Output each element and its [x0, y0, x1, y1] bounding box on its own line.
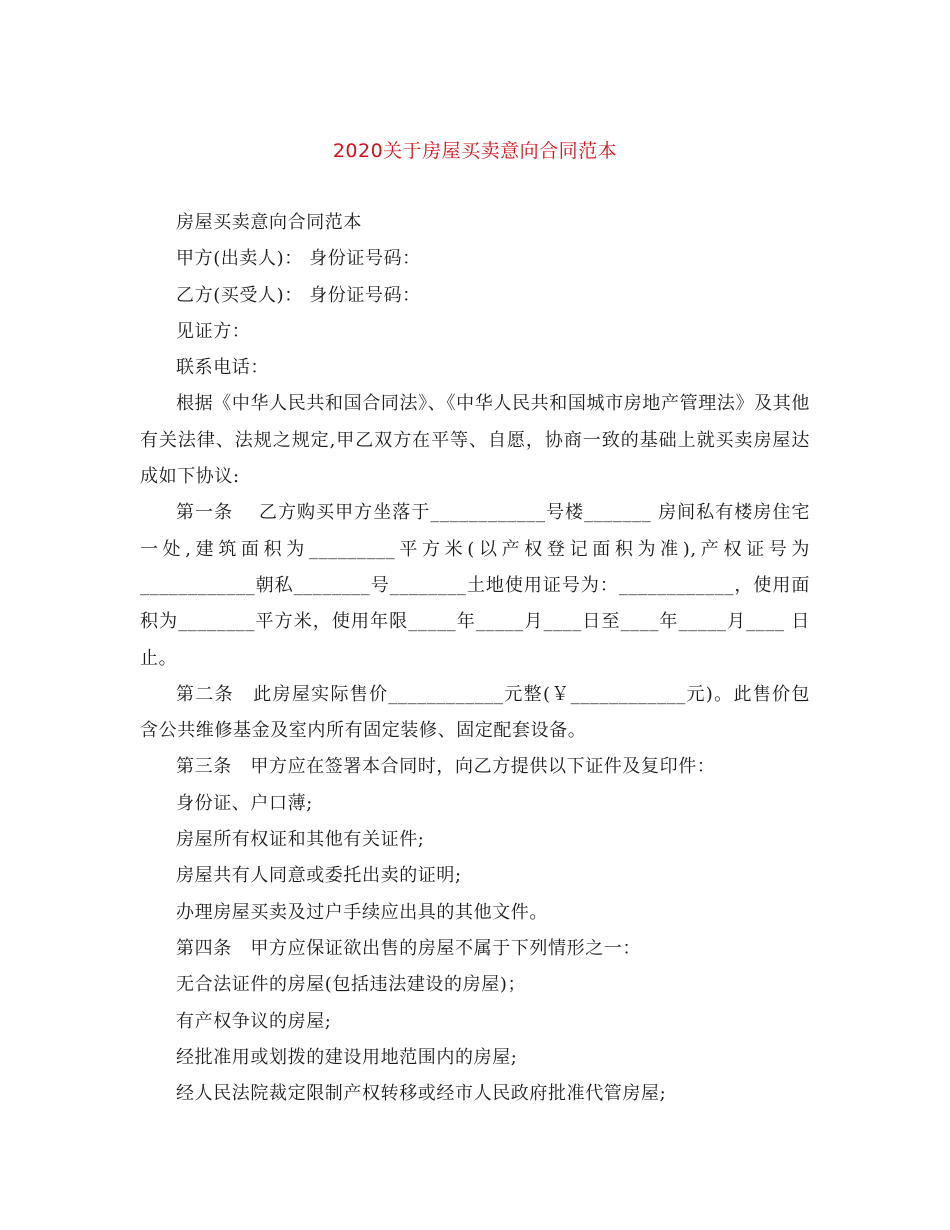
paragraph-preamble: 根据《中华人民共和国合同法》、《中华人民共和国城市房地产管理法》及其他有关法律、法规之规定,甲乙双方在平等、自愿，协商一致的基础上就买卖房屋达成如下协议: — [140, 393, 810, 488]
document-body — [140, 205, 810, 1112]
list-item: 经人民法院裁定限制产权转移或经市人民政府批准代管房屋; — [176, 1083, 667, 1105]
paragraph-phone: 联系电话： — [176, 357, 269, 379]
list-item: 房屋所有权证和其他有关证件; — [176, 829, 425, 851]
list-item: 经批准用或划拨的建设用地范围内的房屋; — [176, 1046, 518, 1068]
list-item: 身份证、户口薄; — [176, 792, 313, 814]
document-title: 2020关于房屋买卖意向合同范本 — [332, 140, 618, 162]
paragraph-witness: 见证方： — [176, 320, 251, 342]
paragraph-seller: 甲方(出卖人)： 身份证号码： — [176, 248, 421, 270]
list-item: 无合法证件的房屋(包括违法建设的房屋)； — [176, 974, 527, 996]
list-item: 办理房屋买卖及过户手续应出具的其他文件。 — [176, 901, 548, 923]
paragraph-article-4: 第四条 甲方应保证欲出售的房屋不属于下列情形之一： — [176, 937, 641, 959]
paragraph-heading: 房屋买卖意向合同范本 — [176, 212, 362, 233]
list-item: 有产权争议的房屋; — [176, 1010, 332, 1032]
paragraph-article-3: 第三条 甲方应在签署本合同时，向乙方提供以下证件及复印件： — [176, 756, 716, 778]
paragraph-article-1: 第一条 乙方购买甲方坐落于____________号楼_______ 房间私有楼房住宅一处,建筑面积为_________平方米(以产权登记面积为准),产权证号为____________朝私________号________土地使用证号为：____________，使用面积为________平方米，使用年限_____年_____月____日至____年_____月____ 日止。 — [140, 502, 810, 669]
paragraph-article-2: 第二条 此房屋实际售价____________元整(￥____________元)。此售价包含公共维修基金及室内所有固定装修、固定配套设备。 — [140, 683, 810, 742]
list-item: 房屋共有人同意或委托出卖的证明; — [176, 865, 462, 887]
paragraph-buyer: 乙方(买受人)： 身份证号码： — [176, 284, 421, 306]
